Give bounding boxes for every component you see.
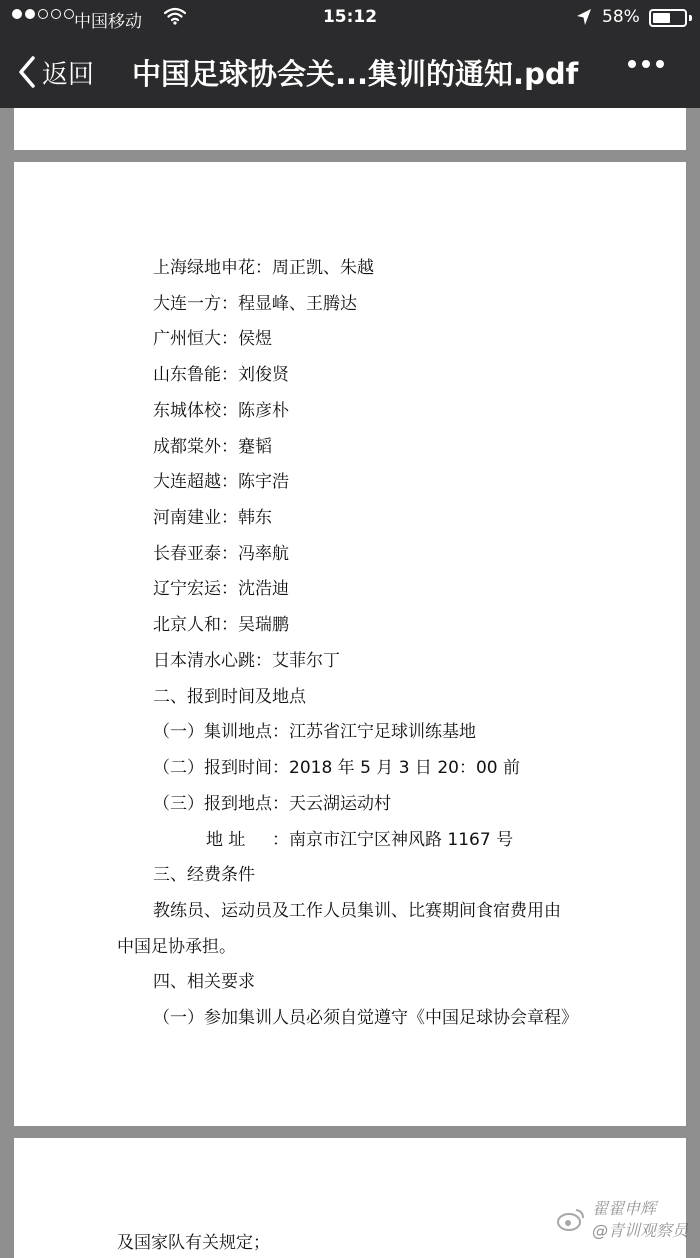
back-button[interactable] <box>18 50 94 94</box>
paragraph-line: 教练员、运动员及工作人员集训、比赛期间食宿费用由 <box>153 901 561 921</box>
ellipsis-icon <box>642 60 650 68</box>
ellipsis-icon <box>628 60 636 68</box>
watermark <box>556 1196 700 1244</box>
player-line: 长春亚泰：冯率航 <box>153 544 289 564</box>
watermark-text: @青训观察员 <box>592 1221 689 1240</box>
section-item: （一）集训地点：江苏省江宁足球训练基地 <box>153 722 476 742</box>
ellipsis-icon <box>656 60 664 68</box>
weibo-logo-icon <box>556 1206 586 1232</box>
battery-tip <box>689 15 692 21</box>
section-heading: 三、经费条件 <box>153 865 255 885</box>
section-item: （三）报到地点：天云湖运动村 <box>153 794 391 814</box>
section-heading: 二、报到时间及地点 <box>153 687 306 707</box>
address-value: ：南京市江宁区神风路 1167 号 <box>272 830 514 850</box>
navigation-bar <box>0 36 700 108</box>
player-line: 辽宁宏运：沈浩迪 <box>153 579 289 599</box>
section-item: （二）报到时间：2018 年 5 月 3 日 20：00 前 <box>153 758 520 778</box>
player-line: 日本清水心跳：艾菲尔丁 <box>153 651 340 671</box>
battery-level <box>653 13 670 23</box>
section-item: （一）参加集训人员必须自觉遵守《中国足球协会章程》 <box>153 1008 578 1028</box>
paragraph-line: 及国家队有关规定； <box>117 1233 270 1253</box>
player-line: 山东鲁能：刘俊贤 <box>153 365 289 385</box>
top-bar <box>0 0 700 108</box>
address-label: 地 址 <box>206 830 246 850</box>
section-heading: 四、相关要求 <box>153 972 255 992</box>
player-line: 河南建业：韩东 <box>153 508 272 528</box>
document-title: 中国足球协会关...集训的通知.pdf <box>132 57 579 91</box>
watermark-text: 翟翟申辉 <box>592 1199 657 1218</box>
player-line: 广州恒大：侯煜 <box>153 329 272 349</box>
pdf-page-current <box>14 162 686 1126</box>
battery-percent: 58% <box>602 7 640 27</box>
player-line: 东城体校：陈彦朴 <box>153 401 289 421</box>
player-line: 大连一方：程显峰、王腾达 <box>153 294 357 314</box>
carrier-name: 中国移动 <box>74 12 142 32</box>
chevron-left-icon <box>18 56 36 88</box>
status-bar <box>0 0 700 36</box>
player-line: 成都棠外：蹇韬 <box>153 437 272 457</box>
back-label: 返回 <box>42 59 95 90</box>
player-line: 上海绿地申花：周正凯、朱越 <box>153 258 374 278</box>
pdf-page-previous <box>14 108 686 150</box>
battery-icon <box>649 9 687 27</box>
location-arrow-icon <box>576 8 592 26</box>
more-options-button[interactable] <box>628 60 664 68</box>
player-line: 北京人和：吴瑞鹏 <box>153 615 289 635</box>
paragraph-line: 中国足协承担。 <box>117 937 236 957</box>
player-line: 大连超越：陈宇浩 <box>153 472 289 492</box>
clock: 15:12 <box>322 7 378 27</box>
